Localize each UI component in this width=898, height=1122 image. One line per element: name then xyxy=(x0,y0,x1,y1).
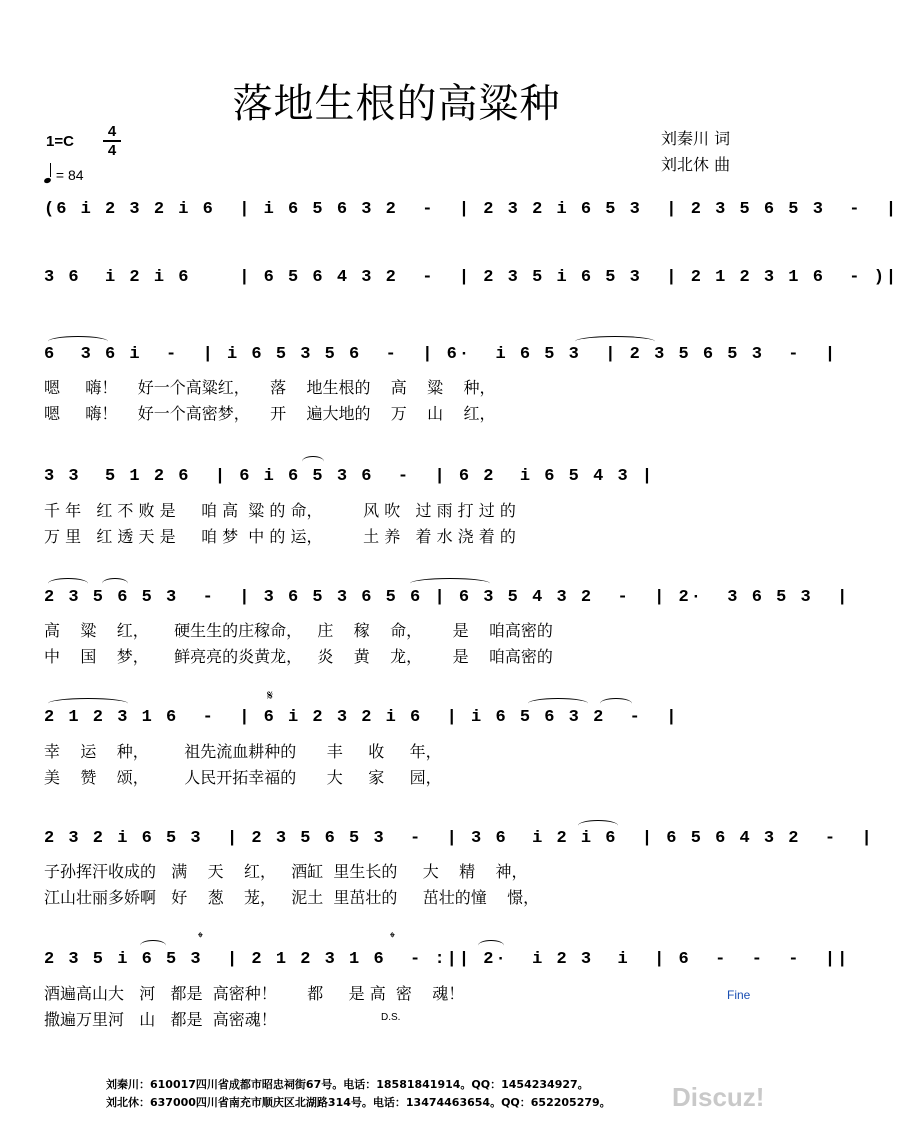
slur xyxy=(302,456,324,467)
lyric-line-3-2: 嗯 嗨！ 好一个高密梦， 开 遍大地的 万 山 红， xyxy=(44,404,496,423)
lyric-line-4-2: 万 里 红 透 天 是 咱 梦 中 的 运， 土 养 着 水 浇 着 的 xyxy=(44,527,516,546)
coda-icon: 𝄌 xyxy=(198,930,203,946)
time-signature-bottom: 4 xyxy=(107,142,117,159)
notation-row-2: 3 6 i 2 i 6 | 6 5 6 4 3 2 - | 2 3 5 i 6 5 3 | 2 1 2 3 1 6 - )| xyxy=(44,268,898,287)
lyric-line-8-2: 撒遍万里河 山 都是 高密魂！ xyxy=(44,1010,277,1029)
lyric-line-7-1: 子孙挥汗收成的 满 天 红， 酒缸 里生长的 大 精 神， xyxy=(44,862,528,881)
lyricist-credit: 刘秦川 词 xyxy=(661,129,731,148)
lyric-line-4-1: 千 年 红 不 败 是 咱 高 粱 的 命， 风 吹 过 雨 打 过 的 xyxy=(44,501,516,520)
footer-contact-composer: 刘北休：637000四川省南充市顺庆区北湖路314号。电话：13474463654。QQ：652205279。 xyxy=(106,1096,611,1109)
segno-icon: 𝄋 xyxy=(267,688,274,704)
coda-icon: 𝄌 xyxy=(390,930,395,946)
watermark-logo: Discuz! xyxy=(672,1082,765,1112)
key-signature: 1=C xyxy=(46,133,74,150)
lyric-line-6-2: 美 赞 颂， 人民开拓幸福的 大 家 园， xyxy=(44,768,442,787)
time-signature-top: 4 xyxy=(107,123,117,140)
notation-row-7: 2 3 2 i 6 5 3 | 2 3 5 6 5 3 - | 3 6 i 2 i 6 | 6 5 6 4 3 2 - | xyxy=(44,829,874,848)
ds-marker: D.S. xyxy=(381,1012,401,1023)
time-signature xyxy=(103,124,121,158)
quarter-note-icon xyxy=(43,177,51,184)
lyric-line-6-1: 幸 运 种， 祖先流血耕种的 丰 收 年， xyxy=(44,742,442,761)
composer-credit: 刘北休 曲 xyxy=(661,155,731,174)
notation-row-1: (6 i 2 3 2 i 6 | i 6 5 6 3 2 - | 2 3 2 i 6 5 3 | 2 3 5 6 5 3 - | xyxy=(44,200,898,219)
tempo-value: = 84 xyxy=(55,167,84,183)
notation-row-4: 3 3 5 1 2 6 | 6 i 6 5 3 6 - | 6 2 i 6 5 4 3 | xyxy=(44,467,655,486)
footer-contact-lyricist: 刘秦川：610017四川省成都市昭忠祠街67号。电话：18581841914。QQ：1454234927。 xyxy=(106,1078,589,1091)
page-title: 落地生根的高粱种 xyxy=(232,81,561,127)
notation-row-3: 6 3 6 i - | i 6 5 3 5 6 - | 6· i 6 5 3 | 2 3 5 6 5 3 - | xyxy=(44,345,838,364)
notation-row-8: 2 3 5 i 6 5 3 | 2 1 2 3 1 6 - :|| 2· i 2 3 i | 6 - - - || xyxy=(44,950,850,969)
notation-row-5: 2 3 5 6 5 3 - | 3 6 5 3 6 5 6 | 6 3 5 4 3 2 - | 2· 3 6 5 3 | xyxy=(44,588,850,607)
notation-row-6: 2 1 2 3 1 6 - | 6 i 2 3 2 i 6 | i 6 5 6 3 2 - | xyxy=(44,708,679,727)
fine-marker: Fine xyxy=(727,988,751,1002)
lyric-line-5-1: 高 粱 红， 硬生生的庄稼命， 庄 稼 命， 是 咱高密的 xyxy=(44,621,553,640)
lyric-line-8-1: 酒遍高山大 河 都是 高密种！ 都 是 高 密 魂！ xyxy=(44,984,465,1003)
tempo-marking xyxy=(44,166,84,183)
lyric-line-7-2: 江山壮丽多娇啊 好 葱 茏， 泥土 里茁壮的 茁壮的憧 憬， xyxy=(44,888,540,907)
lyric-line-3-1: 嗯 嗨！ 好一个高粱红， 落 地生根的 高 粱 种， xyxy=(44,378,496,397)
lyric-line-5-2: 中 国 梦， 鲜亮亮的炎黄龙， 炎 黄 龙， 是 咱高密的 xyxy=(44,647,553,666)
quarter-note-stem xyxy=(50,163,51,177)
